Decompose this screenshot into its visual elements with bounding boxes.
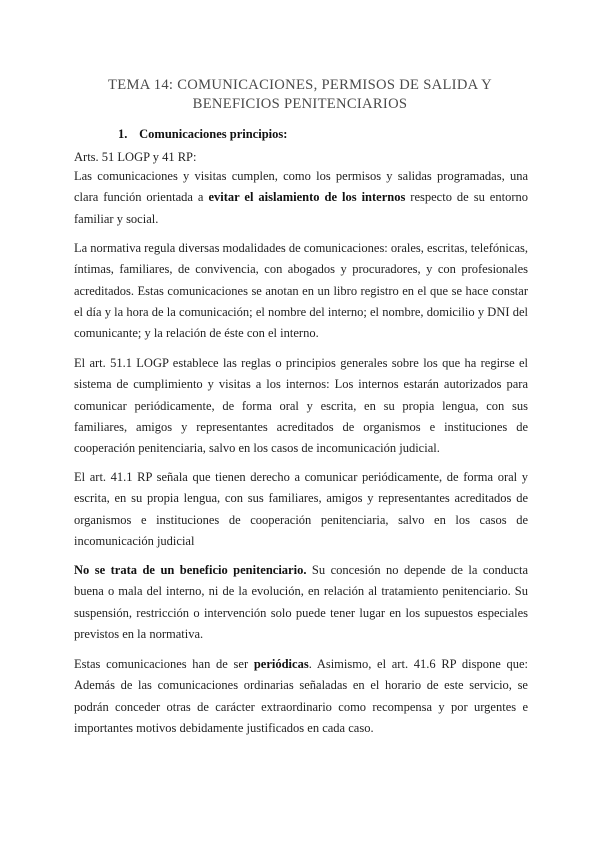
paragraph-3: El art. 51.1 LOGP establece las reglas o principios generales sobre los que ha regirse el sistema de cumplimiento y visitas a los internos: Los internos estarán autorizados para comunicar periódicamente, de forma oral y escrita, en su propia lengua, con sus familiares, amigos y representantes acreditados de organismos e instituciones de cooperación penitenciaria, salvo en los casos de incomunicación judicial. (74, 356, 528, 456)
articles-reference: Arts. 51 LOGP y 41 RP: (74, 150, 197, 164)
paragraph-6-bold: periódicas (253, 657, 309, 671)
section-number: 1. (118, 127, 128, 141)
paragraph-2: La normativa regula diversas modalidades de comunicaciones: orales, escritas, telefónicas, íntimas, familiares, de convivencia, con abogados y procuradores, y con profesionales acreditados. Estas comunicaciones se anotan en un libro registro en el que se hace constar el día y la hora de la comunicación; el nombre del interno; el nombre, domicilio y DNI del comunicante; y la relación de éste con el interno. (74, 241, 528, 341)
document-title (60, 76, 540, 114)
paragraph-6-text-b: . Asimismo, el art. 41.6 RP dispone que: Además de las comunicaciones ordinarias señaladas en el horario de este servicio, se podrán conceder otras de carácter extraordinario como recompensa y por urgentes e importantes motivos debidamente justificados en cada caso. (74, 657, 528, 735)
paragraph-1 (74, 166, 528, 230)
paragraph-5-bold: No se trata de un beneficio penitenciario. (74, 563, 307, 577)
paragraph-1-bold: evitar el aislamiento de los internos (208, 190, 406, 205)
section-heading (118, 127, 287, 142)
paragraph-1-text-b: respecto de su entorno familiar y social. (74, 190, 528, 226)
paragraph-5 (74, 560, 528, 645)
paragraph-4: El art. 41.1 RP señala que tienen derecho a comunicar periódicamente, de forma oral y escrita, en su propia lengua, con sus familiares, amigos y representantes acreditados de organismos e instituciones de cooperación penitenciaria, salvo en los casos de incomunicación judicial (74, 470, 528, 548)
title-line-2: BENEFICIOS PENITENCIARIOS (192, 96, 408, 112)
paragraph-5-text: Su concesión no depende de la conducta buena o mala del interno, ni de la evolución, en relación al tratamiento penitenciario. Su suspensión, restricción o intervención solo puede tener lugar en los supuestos especiales previstos en la normativa. (74, 563, 528, 641)
title-line-1: TEMA 14: COMUNICACIONES, PERMISOS DE SALIDA Y (108, 77, 492, 93)
paragraph-1-text-a: Las comunicaciones y visitas cumplen, como los permisos y salidas programadas, una clara función orientada a (74, 169, 528, 205)
paragraph-6 (74, 654, 528, 739)
section-label: Comunicaciones principios: (139, 127, 288, 141)
paragraph-6-text-a: Estas comunicaciones han de ser (74, 657, 254, 671)
